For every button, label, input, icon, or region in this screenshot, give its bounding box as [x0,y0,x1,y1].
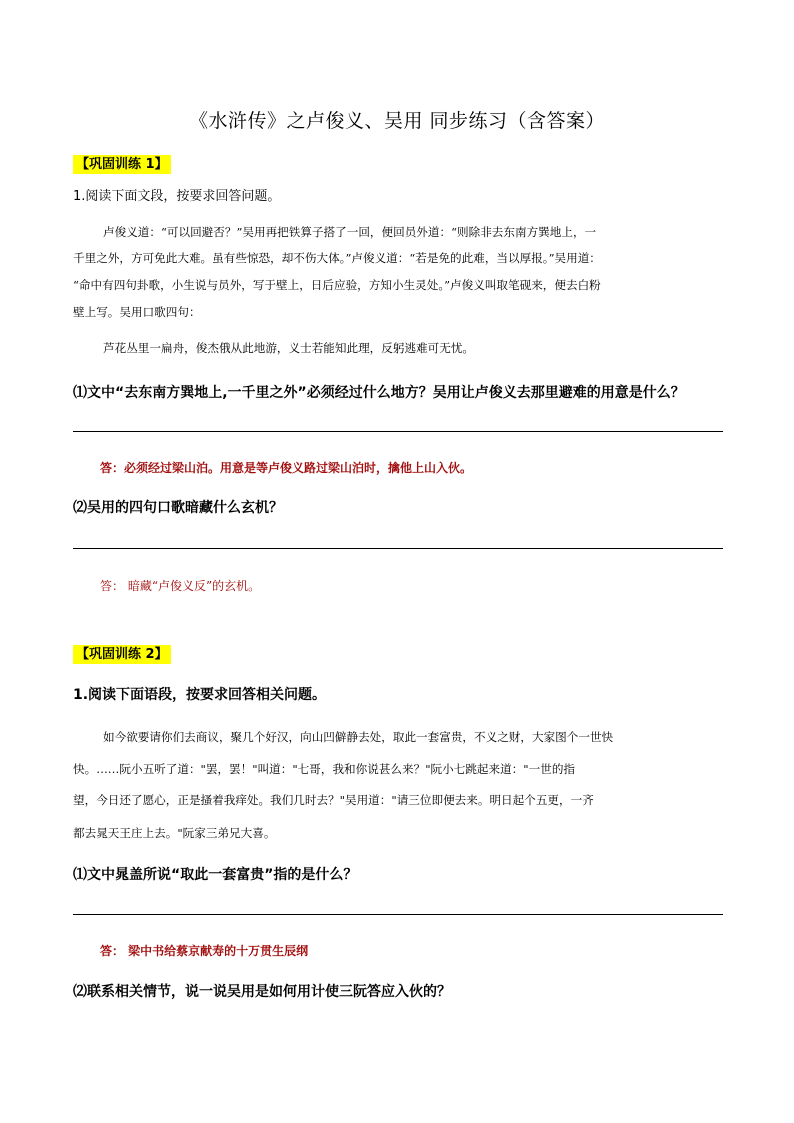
passage-1-line-2: 千里之外，方可免此大难。虽有些惊恐，却不伤大体。”卢俊义道：“若是免的此难，当以厚报。”吴用道： [73,251,601,265]
answer-2-1: 答： 梁中书给蔡京献寿的十万贯生辰纲 [100,944,309,958]
passage-2-line-2: 快。……阮小五听了道："罢，罢！"叫道："七哥，我和你说甚么来？"阮小七跳起来道："一世的指 [73,762,576,776]
instruction-2: 1.阅读下面语段，按要求回答相关问题。 [73,687,327,703]
instruction-1: 1.阅读下面文段，按要求回答问题。 [73,189,281,204]
question-2-2: ⑵联系相关情节，说一说吴用是如何用计使三阮答应入伙的？ [73,984,451,1000]
answer-line [73,914,723,915]
passage-1-line-4: 壁上写。吴用口歌四句： [73,305,201,319]
answer-line [73,548,723,549]
question-1-1: ⑴文中“去东南方巽地上,一千里之外”必须经过什么地方？吴用让卢俊义去那里避难的用意是什么？ [73,385,685,401]
answer-1-1: 答：必须经过梁山泊。用意是等卢俊义路过梁山泊时，擒他上山入伙。 [100,461,473,475]
passage-1-line-3: “命中有四句卦歌，小生说与员外，写于壁上，日后应验，方知小生灵处。”卢俊义叫取笔砚来，便去白粉 [73,278,601,292]
section-tag-1: 【巩固训练 1】 [73,155,171,174]
page-title: 《水浒传》之卢俊义、吴用 同步练习（含答案） [188,110,606,132]
passage-1-line-1: 卢俊义道：“可以回避否？”吴用再把铁算子搭了一回，便回员外道：“则除非去东南方巽地上，一 [103,225,597,239]
passage-2-line-1: 如今欲要请你们去商议，聚几个好汉，向山凹僻静去处，取此一套富贵，不义之财，大家图个一世快 [103,730,614,744]
question-1-2: ⑵吴用的四句口歌暗藏什么玄机？ [73,500,283,516]
question-2-1: ⑴文中晁盖所说“取此一套富贵”指的是什么？ [73,867,358,883]
answer-line [73,431,723,432]
section-tag-2: 【巩固训练 2】 [73,645,171,664]
answer-1-2: 答： 暗藏“卢俊义反”的玄机。 [100,579,261,593]
passage-1-poem: 芦花丛里一扁舟，俊杰俄从此地游，义士若能知此理，反躬逃难可无忧。 [103,341,475,355]
passage-2-line-3: 望，今日还了愿心，正是搔着我痒处。我们几时去？"吴用道："请三位即便去来。明日起个五更，一齐 [73,793,594,807]
passage-2-line-4: 都去晁天王庄上去。"阮家三弟兄大喜。 [73,826,276,840]
